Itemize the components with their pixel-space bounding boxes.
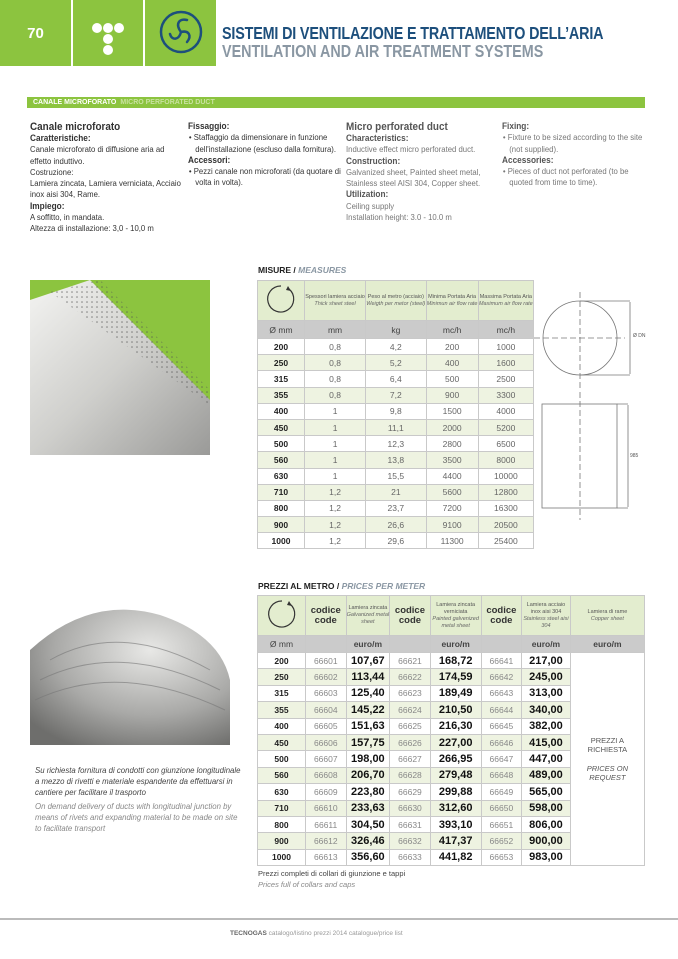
label-en: PRICES PER METER bbox=[341, 581, 426, 591]
table-cell: 2800 bbox=[426, 436, 478, 452]
table-cell: 560 bbox=[258, 452, 305, 468]
diameter-cell: 500 bbox=[258, 751, 306, 767]
code-cell: 66633 bbox=[390, 849, 431, 865]
diameter-cell: 710 bbox=[258, 800, 306, 816]
text: Lamiera zincata, Lamiera verniciata, Acciaio inox aisi 304, Rame. bbox=[30, 178, 181, 200]
heading: Accessori: bbox=[188, 154, 231, 165]
text: A soffitto, in mandata. bbox=[30, 212, 105, 223]
heading: Impiego: bbox=[30, 200, 65, 211]
heading: Characteristics: bbox=[346, 133, 409, 143]
unit-cell bbox=[306, 636, 347, 653]
table-cell: 800 bbox=[258, 500, 305, 516]
table-cell: 12,3 bbox=[366, 436, 426, 452]
diameter-cell: 400 bbox=[258, 718, 306, 734]
table-cell: 4,2 bbox=[366, 339, 426, 355]
table-row bbox=[258, 371, 534, 387]
table-cell: 5600 bbox=[426, 484, 478, 500]
side-note-en: On demand delivery of ducts with longitudinal junction by means of rivets and expanding material to be made on site to facilitate transport bbox=[35, 802, 238, 833]
text: Altezza di installazione: 3,0 - 10,0 m bbox=[30, 223, 154, 234]
text: Inductive effect micro perforated duct. bbox=[346, 144, 476, 155]
code-cell: 66650 bbox=[481, 800, 522, 816]
code-cell: 66603 bbox=[306, 685, 347, 701]
title-it: SISTEMI DI VENTILAZIONE E TRATTAMENTO DELL’ARIA bbox=[222, 23, 604, 43]
footer-divider bbox=[0, 918, 678, 920]
prices-note-it: Prezzi completi di collari di giunzione e tappi bbox=[258, 869, 406, 878]
request-it: PREZZI A RICHIESTA bbox=[587, 736, 628, 755]
table-cell: 1000 bbox=[258, 533, 305, 549]
table-cell: 6,4 bbox=[366, 371, 426, 387]
table-cell: 3300 bbox=[478, 387, 533, 403]
desc-it-col1 bbox=[30, 121, 183, 235]
table-row bbox=[258, 387, 534, 403]
table-cell: 7,2 bbox=[366, 387, 426, 403]
price-cell: 206,70 bbox=[346, 767, 390, 783]
table-cell: 1,2 bbox=[305, 484, 366, 500]
footer-text: catalogo/listino prezzi 2014 catalogue/price list bbox=[266, 930, 403, 937]
price-cell: 279,48 bbox=[430, 767, 481, 783]
unit-cell: kg bbox=[366, 321, 426, 339]
table-cell: 5,2 bbox=[366, 355, 426, 371]
code-cell: 66604 bbox=[306, 702, 347, 718]
code-cell: 66652 bbox=[481, 833, 522, 849]
table-cell: 315 bbox=[258, 371, 305, 387]
header-it: Lamiera di rame bbox=[587, 608, 628, 615]
copper-price-cell bbox=[570, 653, 644, 866]
unit-cell: euro/m bbox=[522, 636, 571, 653]
table-cell: 630 bbox=[258, 468, 305, 484]
table-cell: 25400 bbox=[478, 533, 533, 549]
table-cell: 11,1 bbox=[366, 419, 426, 435]
code-cell: 66623 bbox=[390, 685, 431, 701]
table-cell: 1 bbox=[305, 452, 366, 468]
unit-cell bbox=[481, 636, 522, 653]
title-en: VENTILATION AND AIR TREATMENT SYSTEMS bbox=[222, 41, 544, 61]
footer bbox=[230, 930, 403, 937]
table-cell: 1,2 bbox=[305, 500, 366, 516]
measures-header bbox=[426, 281, 478, 321]
code-cell: 66646 bbox=[481, 734, 522, 750]
price-cell: 900,00 bbox=[522, 833, 571, 849]
price-cell: 356,60 bbox=[346, 849, 390, 865]
table-cell: 8000 bbox=[478, 452, 533, 468]
table-cell: 1,2 bbox=[305, 533, 366, 549]
price-cell: 216,30 bbox=[430, 718, 481, 734]
desc-en-col2 bbox=[502, 121, 651, 189]
table-row bbox=[258, 533, 534, 549]
code-cell: 66648 bbox=[481, 767, 522, 783]
table-cell: 9100 bbox=[426, 517, 478, 533]
header-it: Peso al metro (acciaio) bbox=[367, 293, 424, 300]
diameter-label: Ø DN bbox=[633, 333, 646, 339]
table-row bbox=[258, 419, 534, 435]
heading: Construction: bbox=[346, 155, 401, 166]
code-cell: 66645 bbox=[481, 718, 522, 734]
code-cell: 66629 bbox=[390, 784, 431, 800]
code-header: codice code bbox=[481, 596, 522, 636]
price-cell: 168,72 bbox=[430, 653, 481, 669]
measures-header bbox=[366, 281, 426, 321]
header-en: Galvanized metal sheet bbox=[346, 612, 390, 625]
desc-it-col2 bbox=[188, 121, 341, 189]
header-en: Minimun air flow rate bbox=[426, 300, 478, 307]
code-cell: 66642 bbox=[481, 669, 522, 685]
text: Galvanized sheet, Painted sheet metal, Stainless steel AISI 304, Copper sheet. bbox=[346, 166, 481, 189]
price-cell: 145,22 bbox=[346, 702, 390, 718]
table-cell: 0,8 bbox=[305, 387, 366, 403]
table-cell: 400 bbox=[426, 355, 478, 371]
table-cell: 900 bbox=[426, 387, 478, 403]
section-bar bbox=[27, 97, 645, 108]
diameter-cell: 315 bbox=[258, 685, 306, 701]
text: Ceiling supply bbox=[346, 200, 395, 211]
table-cell: 6500 bbox=[478, 436, 533, 452]
measures-header bbox=[305, 281, 366, 321]
price-cell: 217,00 bbox=[522, 653, 571, 669]
table-cell: 23,7 bbox=[366, 500, 426, 516]
diameter-cell: 630 bbox=[258, 784, 306, 800]
price-cell: 245,00 bbox=[522, 669, 571, 685]
code-cell: 66631 bbox=[390, 816, 431, 832]
material-header bbox=[430, 596, 481, 636]
prices-table bbox=[257, 595, 645, 866]
table-cell: 7200 bbox=[426, 500, 478, 516]
price-cell: 198,00 bbox=[346, 751, 390, 767]
code-cell: 66644 bbox=[481, 702, 522, 718]
table-row bbox=[258, 452, 534, 468]
header-it: Minima Portata Aria bbox=[428, 293, 477, 300]
side-note-it: Su richiesta fornitura di condotti con giunzione longitudinale a mezzo di rivetti e materiale espandente da effettuarsi in cantiere per facilitare il trasporto bbox=[35, 766, 241, 797]
table-cell: 1 bbox=[305, 468, 366, 484]
price-cell: 806,00 bbox=[522, 816, 571, 832]
header-en: Painted galvenized metal sheet bbox=[432, 615, 479, 629]
length-label: 985 bbox=[630, 453, 639, 459]
table-row bbox=[258, 517, 534, 533]
price-cell: 393,10 bbox=[430, 816, 481, 832]
code-cell: 66628 bbox=[390, 767, 431, 783]
unit-cell: Ø mm bbox=[258, 636, 306, 653]
heading: Accessories: bbox=[502, 154, 554, 165]
text: Canale microforato di diffusione aria ad effetto induttivo. bbox=[30, 144, 165, 166]
table-row bbox=[258, 653, 645, 669]
label-it: PREZZI AL METRO / bbox=[258, 581, 342, 591]
material-header bbox=[570, 596, 644, 636]
table-row bbox=[258, 500, 534, 516]
diameter-icon bbox=[258, 281, 305, 321]
desc-en-col1 bbox=[346, 121, 495, 223]
price-cell: 210,50 bbox=[430, 702, 481, 718]
table-cell: 20500 bbox=[478, 517, 533, 533]
table-cell: 26,6 bbox=[366, 517, 426, 533]
text: Costruzione: bbox=[30, 166, 74, 177]
code-cell: 66611 bbox=[306, 816, 347, 832]
code-cell: 66630 bbox=[390, 800, 431, 816]
price-cell: 151,63 bbox=[346, 718, 390, 734]
code-cell: 66627 bbox=[390, 751, 431, 767]
table-cell: 15,5 bbox=[366, 468, 426, 484]
page-number: 70 bbox=[0, 0, 71, 66]
desc-title: Micro perforated duct bbox=[346, 121, 448, 133]
duct-roll-photo bbox=[30, 590, 230, 745]
price-cell: 326,46 bbox=[346, 833, 390, 849]
code-cell: 66622 bbox=[390, 669, 431, 685]
diameter-cell: 560 bbox=[258, 767, 306, 783]
code-cell: 66602 bbox=[306, 669, 347, 685]
table-cell: 1 bbox=[305, 436, 366, 452]
heading: Fissaggio: bbox=[188, 121, 230, 131]
table-cell: 900 bbox=[258, 517, 305, 533]
table-cell: 450 bbox=[258, 419, 305, 435]
table-row bbox=[258, 403, 534, 419]
price-cell: 417,37 bbox=[430, 833, 481, 849]
label-it: MISURE / bbox=[258, 265, 299, 275]
text: Installation height: 3.0 - 10.0 m bbox=[346, 212, 452, 223]
table-cell: 0,8 bbox=[305, 355, 366, 371]
header-it: Lamiera acciaio inox aisi 304 bbox=[526, 601, 566, 615]
header-en: Weigth per metor (steel) bbox=[366, 300, 426, 307]
header-it: Massima Portata Aria bbox=[479, 293, 532, 300]
code-cell: 66649 bbox=[481, 784, 522, 800]
units-row bbox=[258, 636, 645, 653]
text: • Fixture to be sized according to the site (not supplied). bbox=[502, 132, 643, 154]
tecnogas-logo-icon bbox=[73, 0, 143, 66]
header-en: Stainless steel aisi 304 bbox=[523, 615, 569, 629]
table-cell: 2500 bbox=[478, 371, 533, 387]
table-cell: 9,8 bbox=[366, 403, 426, 419]
price-cell: 312,60 bbox=[430, 800, 481, 816]
code-cell: 66626 bbox=[390, 734, 431, 750]
table-cell: 0,8 bbox=[305, 339, 366, 355]
code-cell: 66606 bbox=[306, 734, 347, 750]
table-row bbox=[258, 484, 534, 500]
table-cell: 1,2 bbox=[305, 517, 366, 533]
table-cell: 4000 bbox=[478, 403, 533, 419]
table-cell: 0,8 bbox=[305, 371, 366, 387]
code-cell: 66612 bbox=[306, 833, 347, 849]
price-cell: 313,00 bbox=[522, 685, 571, 701]
heading: Fixing: bbox=[502, 121, 530, 131]
code-cell: 66625 bbox=[390, 718, 431, 734]
price-cell: 382,00 bbox=[522, 718, 571, 734]
header-en: Copper sheet bbox=[590, 615, 624, 622]
unit-cell: mm bbox=[305, 321, 366, 339]
code-cell: 66651 bbox=[481, 816, 522, 832]
price-cell: 983,00 bbox=[522, 849, 571, 865]
table-row bbox=[258, 355, 534, 371]
diameter-cell: 200 bbox=[258, 653, 306, 669]
price-cell: 299,88 bbox=[430, 784, 481, 800]
desc-title: Canale microforato bbox=[30, 121, 121, 133]
code-cell: 66610 bbox=[306, 800, 347, 816]
table-row bbox=[258, 468, 534, 484]
duct-photo bbox=[30, 280, 210, 455]
table-cell: 710 bbox=[258, 484, 305, 500]
table-cell: 16300 bbox=[478, 500, 533, 516]
text: • Pieces of duct not perforated (to be quoted from time to time). bbox=[502, 166, 629, 188]
units-row bbox=[258, 321, 534, 339]
diameter-icon bbox=[258, 596, 306, 636]
price-cell: 304,50 bbox=[346, 816, 390, 832]
code-cell: 66624 bbox=[390, 702, 431, 718]
unit-cell: euro/m bbox=[430, 636, 481, 653]
header-en: Maximum air flow rate bbox=[478, 300, 533, 307]
unit-cell: mc/h bbox=[426, 321, 478, 339]
price-cell: 125,40 bbox=[346, 685, 390, 701]
code-cell: 66607 bbox=[306, 751, 347, 767]
diameter-cell: 355 bbox=[258, 702, 306, 718]
section-en: MICRO PERFORATED DUCT bbox=[120, 99, 215, 106]
table-cell: 1500 bbox=[426, 403, 478, 419]
table-cell: 13,8 bbox=[366, 452, 426, 468]
code-cell: 66632 bbox=[390, 833, 431, 849]
section-it: CANALE MICROFORATO bbox=[33, 99, 117, 106]
price-cell: 415,00 bbox=[522, 734, 571, 750]
table-cell: 1 bbox=[305, 419, 366, 435]
code-cell: 66653 bbox=[481, 849, 522, 865]
prices-note-en: Prices full of collars and caps bbox=[258, 880, 356, 889]
code-header: codice code bbox=[306, 596, 347, 636]
measures-table bbox=[257, 280, 534, 549]
price-cell: 227,00 bbox=[430, 734, 481, 750]
prices-label bbox=[258, 581, 425, 591]
table-cell: 2000 bbox=[426, 419, 478, 435]
code-header: codice code bbox=[390, 596, 431, 636]
text: • Pezzi canale non microforati (da quotare di volta in volta). bbox=[188, 166, 341, 188]
table-cell: 355 bbox=[258, 387, 305, 403]
table-cell: 10000 bbox=[478, 468, 533, 484]
price-cell: 174,59 bbox=[430, 669, 481, 685]
price-cell: 266,95 bbox=[430, 751, 481, 767]
price-cell: 598,00 bbox=[522, 800, 571, 816]
table-row bbox=[258, 436, 534, 452]
price-cell: 113,44 bbox=[346, 669, 390, 685]
measures-header bbox=[478, 281, 533, 321]
material-header bbox=[346, 596, 390, 636]
diameter-cell: 450 bbox=[258, 734, 306, 750]
label-en: MEASURES bbox=[298, 265, 347, 275]
code-cell: 66605 bbox=[306, 718, 347, 734]
table-row bbox=[258, 339, 534, 355]
table-cell: 11300 bbox=[426, 533, 478, 549]
code-cell: 66613 bbox=[306, 849, 347, 865]
price-cell: 157,75 bbox=[346, 734, 390, 750]
table-cell: 250 bbox=[258, 355, 305, 371]
fan-icon bbox=[145, 0, 216, 66]
footer-brand: TECNOGAS bbox=[230, 930, 267, 937]
header-it: Spessori lamiera acciaio bbox=[305, 293, 365, 300]
price-cell: 107,67 bbox=[346, 653, 390, 669]
request-en: PRICES ON REQUEST bbox=[586, 764, 629, 783]
code-cell: 66621 bbox=[390, 653, 431, 669]
duct-drawing bbox=[530, 280, 678, 545]
price-cell: 565,00 bbox=[522, 784, 571, 800]
table-cell: 400 bbox=[258, 403, 305, 419]
header-it: Lamiera zincata bbox=[348, 605, 388, 611]
price-cell: 489,00 bbox=[522, 767, 571, 783]
diameter-cell: 250 bbox=[258, 669, 306, 685]
table-cell: 1 bbox=[305, 403, 366, 419]
code-cell: 66641 bbox=[481, 653, 522, 669]
table-cell: 1000 bbox=[478, 339, 533, 355]
table-cell: 200 bbox=[426, 339, 478, 355]
price-cell: 441,82 bbox=[430, 849, 481, 865]
diameter-cell: 800 bbox=[258, 816, 306, 832]
diameter-cell: 1000 bbox=[258, 849, 306, 865]
header-it: Lamiera zincata verniciata bbox=[436, 601, 476, 615]
price-cell: 223,80 bbox=[346, 784, 390, 800]
header-row bbox=[258, 596, 645, 636]
unit-cell: euro/m bbox=[570, 636, 644, 653]
unit-cell: mc/h bbox=[478, 321, 533, 339]
table-cell: 500 bbox=[426, 371, 478, 387]
code-cell: 66643 bbox=[481, 685, 522, 701]
table-cell: 21 bbox=[366, 484, 426, 500]
code-cell: 66608 bbox=[306, 767, 347, 783]
heading: Utilization: bbox=[346, 189, 389, 200]
code-cell: 66647 bbox=[481, 751, 522, 767]
measures-label bbox=[258, 265, 346, 275]
table-cell: 12800 bbox=[478, 484, 533, 500]
table-cell: 500 bbox=[258, 436, 305, 452]
text: • Staffaggio da dimensionare in funzione dell'installazione (escluso dalla fornitura). bbox=[188, 132, 336, 154]
material-header bbox=[522, 596, 571, 636]
table-cell: 29,6 bbox=[366, 533, 426, 549]
code-cell: 66601 bbox=[306, 653, 347, 669]
table-cell: 1600 bbox=[478, 355, 533, 371]
heading: Caratteristiche: bbox=[30, 133, 91, 143]
table-cell: 200 bbox=[258, 339, 305, 355]
unit-cell: Ø mm bbox=[258, 321, 305, 339]
diameter-cell: 900 bbox=[258, 833, 306, 849]
header-en: Thick sheet steel bbox=[314, 300, 356, 307]
price-cell: 189,49 bbox=[430, 685, 481, 701]
price-cell: 447,00 bbox=[522, 751, 571, 767]
code-cell: 66609 bbox=[306, 784, 347, 800]
unit-cell: euro/m bbox=[346, 636, 390, 653]
unit-cell bbox=[390, 636, 431, 653]
table-cell: 3500 bbox=[426, 452, 478, 468]
table-cell: 4400 bbox=[426, 468, 478, 484]
price-cell: 340,00 bbox=[522, 702, 571, 718]
table-cell: 5200 bbox=[478, 419, 533, 435]
price-cell: 233,63 bbox=[346, 800, 390, 816]
